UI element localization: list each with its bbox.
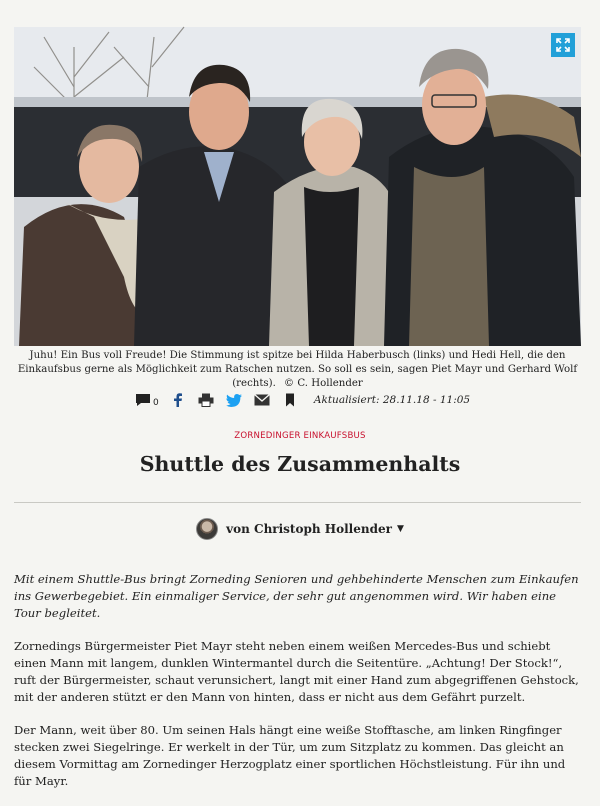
print-icon	[198, 393, 214, 407]
twitter-share-button[interactable]	[220, 389, 248, 411]
expand-button[interactable]	[551, 33, 575, 57]
article-lead: Mit einem Shuttle-Bus bringt Zorneding Senioren und gehbehinderte Menschen zum Einkaufen ins Gewerbegebiet. Ein einmaliger Service, der sehr gut angenommen wird. Wir haben eine Tour begleitet.	[14, 572, 579, 620]
updated-timestamp: Aktualisiert: 28.11.18 - 11:05	[313, 394, 471, 406]
author-byline[interactable]	[0, 518, 600, 540]
divider	[14, 502, 581, 503]
share-bar	[0, 389, 600, 411]
photo-caption	[14, 349, 581, 391]
comment-icon	[135, 393, 151, 407]
facebook-share-button[interactable]	[164, 389, 192, 411]
bookmark-button[interactable]	[276, 389, 304, 411]
comment-count: 0	[153, 398, 159, 408]
mail-icon	[254, 394, 270, 406]
article-headline: Shuttle des Zusammenhalts	[139, 452, 461, 476]
article-photo[interactable]	[14, 27, 581, 346]
chevron-down-icon: ▼	[396, 524, 404, 534]
comments-button[interactable]	[130, 389, 164, 411]
facebook-icon	[173, 393, 183, 407]
author-name: von Christoph Hollender	[226, 522, 392, 536]
twitter-icon	[226, 394, 242, 407]
photo-credit: © C. Hollender	[283, 378, 363, 389]
article-body	[14, 571, 586, 806]
author-avatar	[196, 518, 218, 540]
expand-icon	[556, 38, 570, 52]
article-paragraph: Der Mann, weit über 80. Um seinen Hals hängt eine weiße Stofftasche, am linken Ringfinger stecken zwei Siegelringe. Er werkelt in der Tür, um zum Sitzplatz zu kommen. Das gleicht an diesem Vormittag am Zornedinger Herzogplatz einer sportlichen Höchstleistung. Für ihn und für Mayr.	[14, 723, 566, 788]
bookmark-icon	[285, 393, 295, 407]
email-share-button[interactable]	[248, 389, 276, 411]
print-button[interactable]	[192, 389, 220, 411]
article-kicker: ZORNEDINGER EINKAUFSBUS	[234, 431, 366, 441]
caption-text: Juhu! Ein Bus voll Freude! Die Stimmung ist spitze bei Hilda Haberbusch (links) und Hedi Hell, die den Einkaufsbus gerne als Möglichkeit zum Ratschen nutzen. So soll es sein, sagen Piet Mayr und Gerhard Wolf (rechts).	[17, 350, 578, 389]
photo-illustration	[14, 27, 581, 346]
article-paragraph: Zornedings Bürgermeister Piet Mayr steht neben einem weißen Mercedes-Bus und schiebt einen Mann mit langem, dunklen Wintermantel durch die Seitentüre. „Achtung! Der Stock!“, ruft der Bürgermeister, schaut verunsichert, langt mit einer Hand zum abgegriffenen Gehstock, mit der anderen stützt er den Mann von hinten, dass er nicht aus dem Gefährt purzelt.	[14, 639, 579, 704]
